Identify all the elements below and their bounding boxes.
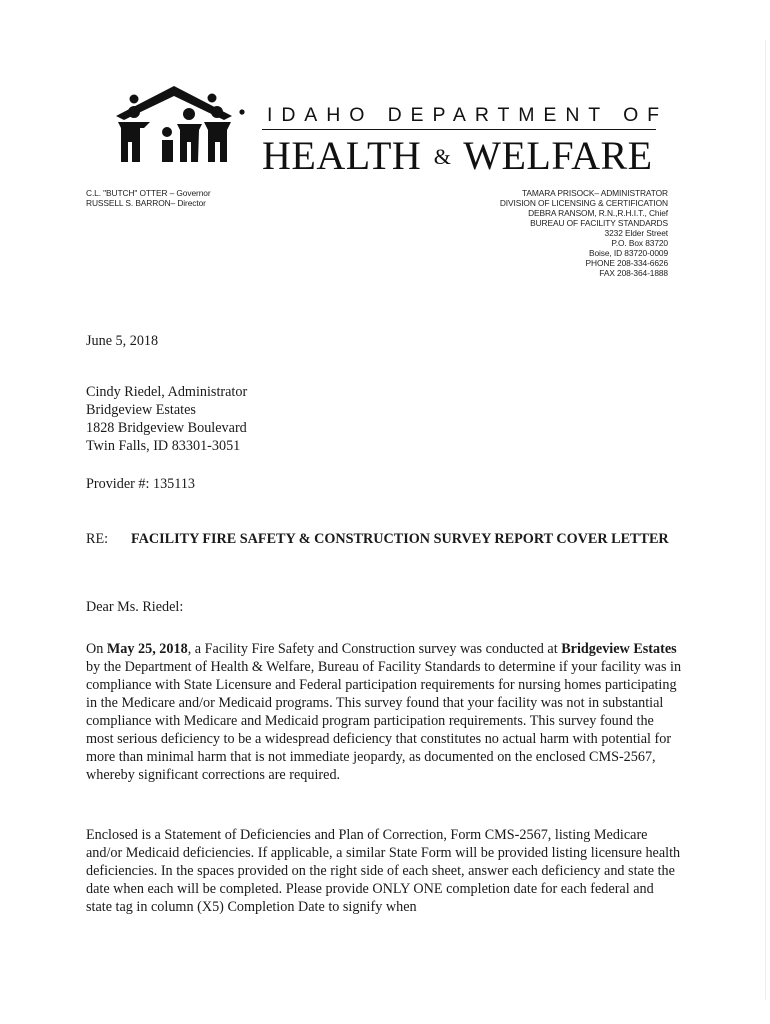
department-name-line1: IDAHO DEPARTMENT OF — [267, 104, 668, 126]
division-line: DIVISION OF LICENSING & CERTIFICATION — [499, 198, 668, 208]
department-name-welfare: WELFARE — [463, 133, 653, 178]
director-line: RUSSELL S. BARRON– Director — [86, 198, 206, 208]
city-line: Boise, ID 83720-0009 — [588, 248, 668, 258]
recipient-name: Cindy Riedel, Administrator — [86, 384, 248, 400]
chief-line: DEBRA RANSOM, R.N.,R.H.I.T., Chief — [528, 208, 668, 218]
administrator-line: TAMARA PRISOCK– ADMINISTRATOR — [521, 188, 668, 198]
left-officials-block — [86, 188, 211, 208]
survey-date: May 25, 2018 — [106, 641, 188, 657]
department-name-health: HEALTH — [262, 133, 422, 178]
provider-number: Provider #: 135113 — [86, 476, 196, 492]
department-name-ampersand: & — [433, 144, 452, 169]
phone-line: PHONE 208-334-6626 — [585, 258, 668, 268]
facility-name: Bridgeview Estates — [561, 641, 677, 657]
department-name-line2 — [262, 132, 653, 179]
street-line: 3232 Elder Street — [604, 228, 668, 238]
letterhead-rule — [262, 129, 656, 130]
recipient-facility: Bridgeview Estates — [86, 402, 196, 418]
subject-text: FACILITY FIRE SAFETY & CONSTRUCTION SURVEY REPORT COVER LETTER — [131, 531, 669, 547]
para1-text-a: On — [86, 641, 107, 657]
po-box-line: P.O. Box 83720 — [611, 238, 668, 248]
right-officials-block — [500, 188, 668, 278]
paragraph-2: Enclosed is a Statement of Deficiencies and Plan of Correction, Form CMS-2567, listing Medicare and/or Medicaid deficiencies. If applicable, a similar State Form will be provided listing licensure health deficiencies. In the spaces provided on the right side of each sheet, answer each deficiency and state the date when each will be completed. Please provide ONLY ONE completion date for each federal and state tag in column (X5) Completion Date to signify when — [86, 827, 681, 915]
subject-line — [86, 530, 682, 548]
governor-line: C.L. "BUTCH" OTTER – Governor — [86, 188, 211, 198]
health-welfare-family-logo-icon — [104, 82, 246, 164]
fax-line: FAX 208-364-1888 — [599, 268, 668, 278]
subject-label: RE: — [86, 531, 109, 547]
recipient-address — [86, 383, 682, 455]
recipient-city: Twin Falls, ID 83301-3051 — [86, 438, 241, 454]
paragraph-1 — [86, 640, 682, 784]
salutation: Dear Ms. Riedel: — [86, 599, 184, 615]
letter-date: June 5, 2018 — [86, 333, 159, 349]
scan-edge-line — [765, 40, 766, 1000]
para1-text-b: , a Facility Fire Safety and Construction survey was conducted at — [187, 641, 562, 657]
para1-text-c: by the Department of Health & Welfare, Bureau of Facility Standards to determine if your facility was in compliance with State Licensure and Federal participation requirements for nursing homes participating in the Medicare and/or Medicaid programs. This survey found that your facility was not in substantial compliance with Medicare and Medicaid program participation requirements. This survey found the most serious deficiency to be a widespread deficiency that constitutes no actual harm with potential for more than minimal harm that is not immediate jeopardy, as documented on the enclosed CMS-2567, whereby significant corrections are required. — [86, 659, 682, 783]
bureau-line: BUREAU OF FACILITY STANDARDS — [530, 218, 668, 228]
recipient-street: 1828 Bridgeview Boulevard — [86, 420, 247, 436]
